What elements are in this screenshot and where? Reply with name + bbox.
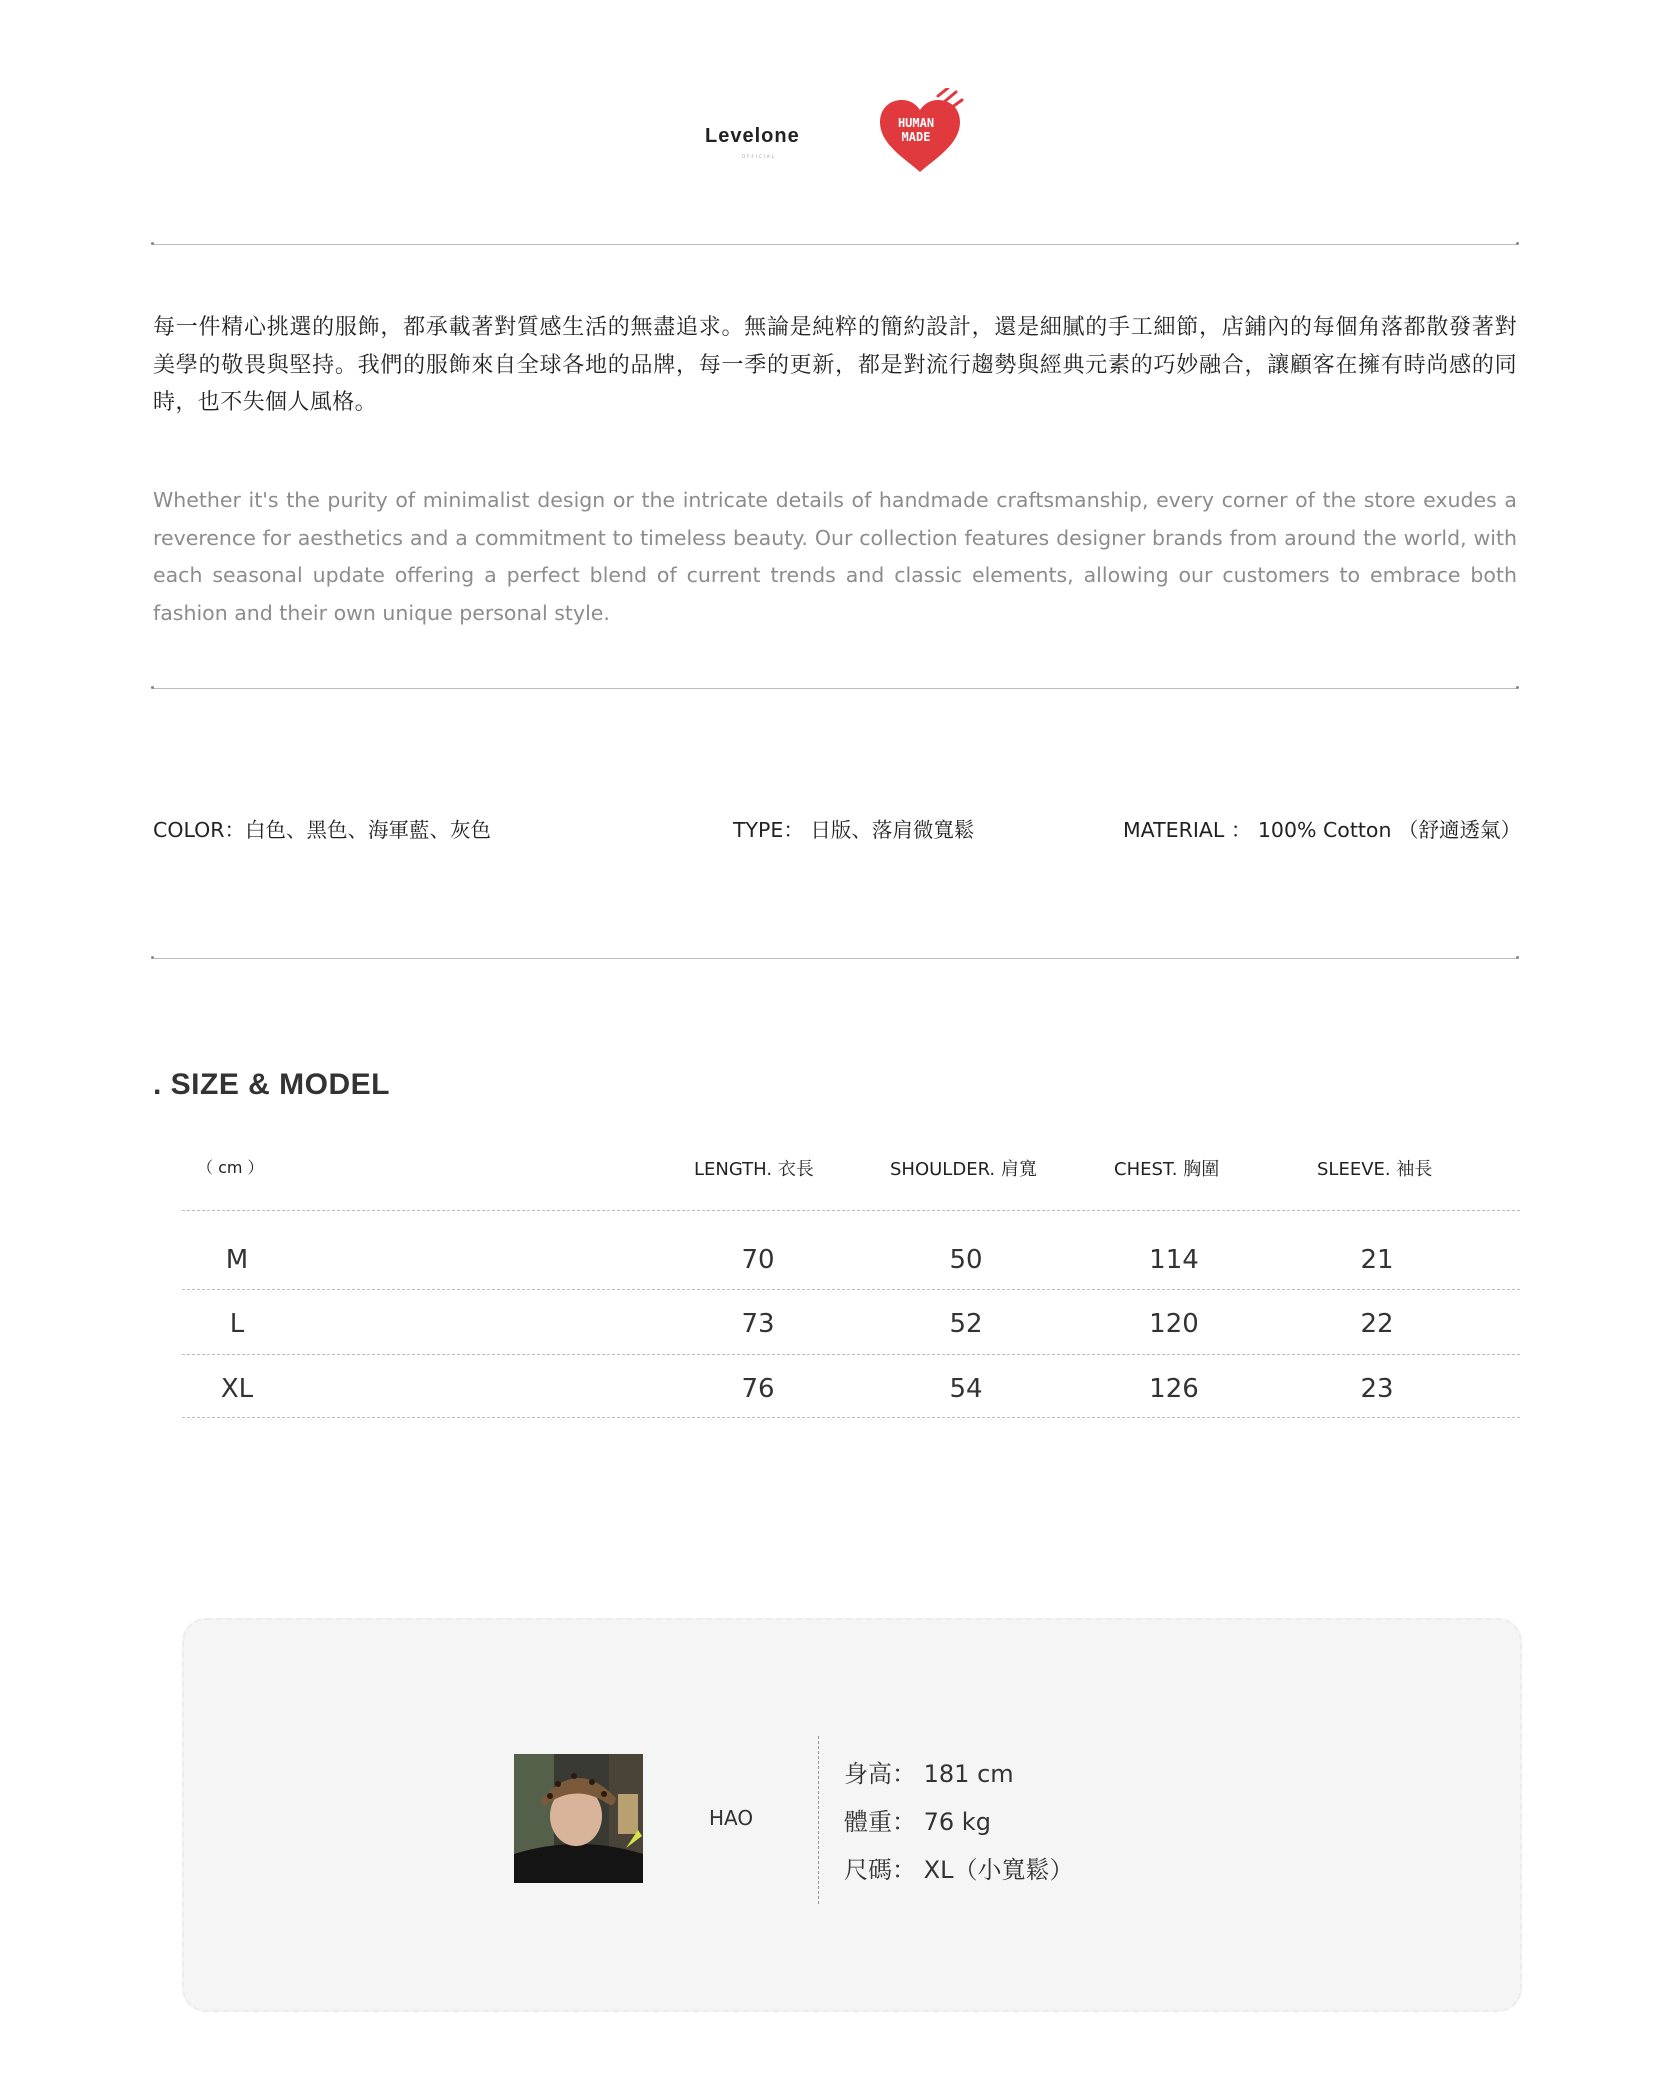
value-cell: 50 [949,1245,983,1275]
size-cell: M [225,1245,249,1275]
row-divider [182,1289,1520,1290]
model-height: 身高： 181 cm [844,1760,1014,1788]
value-cell: 73 [741,1309,775,1339]
value-cell: 70 [741,1245,775,1275]
spec-material: MATERIAL ： 100% Cotton （舒適透氣） [1123,818,1521,842]
row-divider [182,1210,1520,1211]
header-chest: CHEST. 胸圍 [1114,1159,1220,1180]
value-cell: 21 [1360,1245,1394,1275]
model-card [182,1618,1522,2012]
header-shoulder: SHOULDER. 肩寬 [890,1159,1037,1180]
brand-header [0,80,1664,180]
levelone-logo: Levelone [705,125,800,147]
section-title: . SIZE & MODEL [153,1068,391,1101]
header-length: LENGTH. 衣長 [694,1159,814,1180]
divider [153,244,1517,245]
header-sleeve: SLEEVE. 袖長 [1317,1159,1433,1180]
model-photo [514,1754,643,1883]
model-separator [818,1736,819,1904]
size-cell: XL [220,1374,254,1404]
human-made-line2: MADE [901,130,931,144]
spec-type: TYPE： 日版、落肩微寬鬆 [733,818,975,842]
row-divider [182,1417,1520,1418]
model-size: 尺碼： XL（小寬鬆） [844,1856,1074,1884]
divider [153,688,1517,689]
value-cell: 76 [741,1374,775,1404]
value-cell: 22 [1360,1309,1394,1339]
value-cell: 23 [1360,1374,1394,1404]
divider [153,958,1517,959]
human-made-line1: HUMAN [897,116,935,130]
model-name: HAO [709,1806,754,1830]
size-cell: L [229,1309,245,1339]
model-photo-image [514,1754,643,1883]
spec-color: COLOR：白色、黑色、海軍藍、灰色 [153,818,492,842]
value-cell: 114 [1149,1245,1199,1275]
row-divider [182,1354,1520,1355]
levelone-logo-sub: OFFICIAL [742,154,776,159]
intro-english: Whether it's the purity of minimalist design or the intricate details of handmade craftsmanship, every corner of the store exudes a reverence for aesthetics and a commitment to timeless beauty. Our collection features designer brands from around the world, with each seasonal update offering a perfect blend of current trends and classic elements, allowing our customers to embrace both fashion and their own unique personal style. [153,488,1517,625]
value-cell: 120 [1149,1309,1199,1339]
model-weight: 體重： 76 kg [844,1808,991,1836]
unit-label: （ cm ） [197,1158,264,1177]
human-made-logo-text [886,116,946,144]
value-cell: 52 [949,1309,983,1339]
intro-chinese: 每一件精心挑選的服飾，都承載著對質感生活的無盡追求。無論是純粹的簡約設計，還是細膩的手工細節，店鋪內的每個角落都散發著對美學的敬畏與堅持。我們的服飾來自全球各地的品牌，每一季的更新，都是對流行趨勢與經典元素的巧妙融合，讓顧客在擁有時尚感的同時，也不失個人風格。 [153,315,1517,415]
value-cell: 54 [949,1374,983,1404]
value-cell: 126 [1149,1374,1199,1404]
